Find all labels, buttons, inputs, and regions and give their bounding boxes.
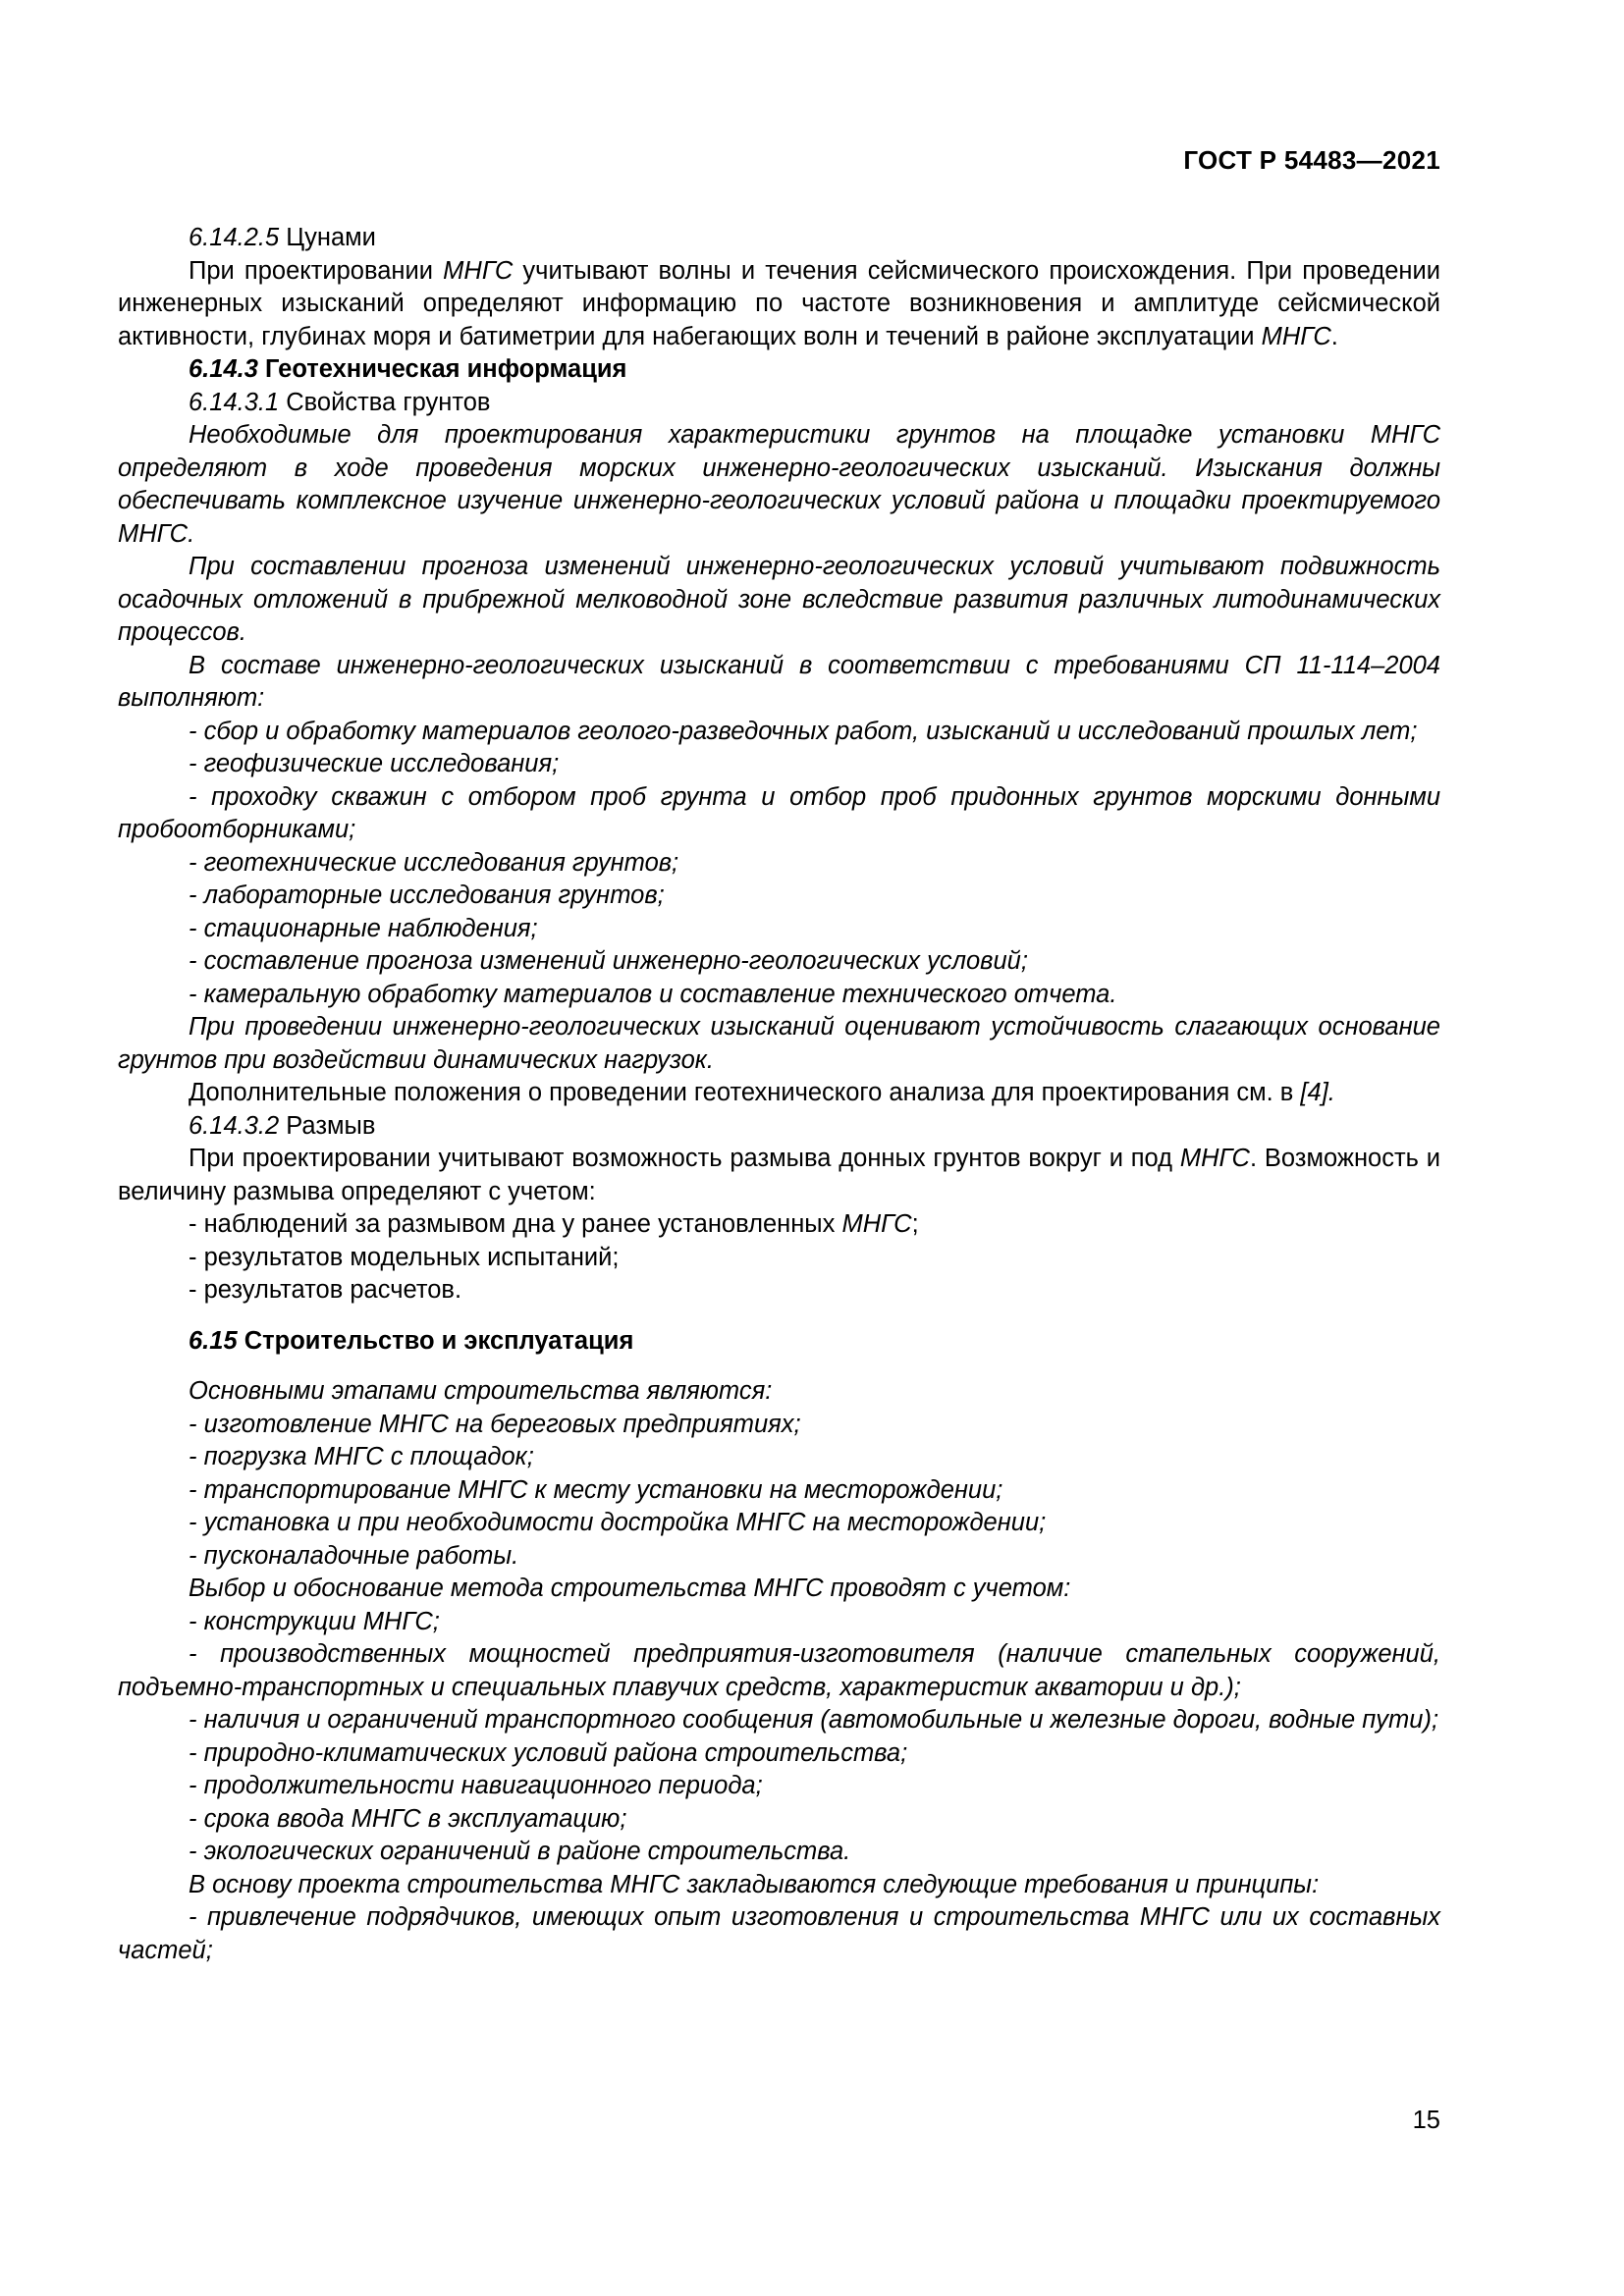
clause-number: 6.14.3 — [189, 355, 258, 383]
clause-title: Цунами — [279, 224, 376, 251]
list-item: - продолжительности навигационного периода; — [189, 1772, 763, 1799]
list-item: - составление прогноза изменений инженерно-геологических условий; — [189, 947, 1028, 975]
text-run: . Возможность и величину размыва определяют с учетом: — [118, 1145, 1440, 1205]
page-content — [118, 222, 1440, 1967]
text-run: При проектировании учитывают возможность размыва донных грунтов вокруг и под — [189, 1145, 1180, 1172]
list-item: - проходку скважин с отбором проб грунта и отбор проб придонных грунтов морскими донными пробоотборниками; — [118, 782, 1440, 843]
text-run: . — [1330, 322, 1338, 350]
text-run: - наблюдений за размывом дна у ранее установленных — [189, 1210, 842, 1238]
text-run-italic: МНГС — [841, 1210, 912, 1238]
clause-title: Размыв — [279, 1111, 376, 1140]
list-item: - производственных мощностей предприятия-изготовителя (наличие стапельных сооружений, подъемно-транспортных и специальных плавучих средств, характеристик акватории и др.); — [118, 1640, 1440, 1701]
list-item: - конструкции МНГС; — [189, 1607, 440, 1635]
list-item: - сбор и обработку материалов геолого-разведочных работ, изысканий и исследований прошлых лет; — [189, 717, 1418, 745]
list-item: - пусконаладочные работы. — [189, 1541, 519, 1570]
clause-number: 6.14.3.2 — [189, 1111, 280, 1140]
list-item: - привлечение подрядчиков, имеющих опыт изготовления и строительства МНГС или их составных частей; — [118, 1903, 1440, 1964]
clause-title: Свойства грунтов — [279, 388, 491, 416]
list-item: - геофизические исследования; — [189, 750, 560, 777]
construction-intro-3: В основу проекта строительства МНГС закладываются следующие требования и принципы: — [189, 1870, 1320, 1898]
list-item: - лабораторные исследования грунтов; — [189, 881, 665, 909]
text-run-italic: МНГС — [1179, 1145, 1250, 1172]
tsunami-paragraph — [118, 255, 1440, 354]
text-run-italic: МНГС — [443, 256, 514, 285]
subsection-heading-6-14-3-2 — [118, 1110, 1440, 1144]
clause-title: Строительство и эксплуатация — [237, 1326, 634, 1355]
clause-number: 6.14.2.5 — [189, 224, 280, 251]
list-item: - результатов модельных испытаний; — [189, 1243, 620, 1271]
list-item: - экологических ограничений в районе строительства. — [189, 1838, 851, 1865]
text-run: учитывают волны и течения сейсмического происхождения. При проведении инженерных изысканий определяют информацию по частоте возникновения и амплитуде сейсмической активности, глубинах моря и батиметрии для набегающих волн и течений в районе эксплуатации — [118, 256, 1440, 350]
subsection-heading-6-14-3-1 — [118, 387, 1440, 420]
soil-paragraph-3: В составе инженерно-геологических изысканий в соответствии с требованиями СП 11-114–2004 выполняют: — [118, 651, 1440, 712]
subsection-heading-6-14-3 — [118, 353, 1440, 387]
list-item: - природно-климатических условий района строительства; — [189, 1738, 908, 1767]
scour-paragraph — [118, 1143, 1440, 1208]
clause-number: 6.15 — [189, 1326, 238, 1355]
text-run: При проектировании — [189, 256, 444, 285]
reference-link: [4]. — [1300, 1079, 1335, 1106]
list-item: - наличия и ограничений транспортного сообщения (автомобильные и железные дороги, водные пути); — [189, 1706, 1439, 1734]
soil-paragraph-4: При проведении инженерно-геологических изысканий оценивают устойчивость слагающих основание грунтов при воздействии динамических нагрузок. — [118, 1013, 1440, 1074]
soil-paragraph-2: При составлении прогноза изменений инженерно-геологических условий учитывают подвижность осадочных отложений в прибрежной мелководной зоне вследствие развития различных литодинамических процессов. — [118, 553, 1440, 646]
document-header: ГОСТ Р 54483—2021 — [1183, 145, 1440, 175]
text-run-italic: МНГС — [1261, 322, 1331, 350]
text-run: ; — [911, 1210, 919, 1238]
subsection-heading-6-14-2-5 — [118, 222, 1440, 255]
list-item: - изготовление МНГС на береговых предприятиях; — [189, 1410, 801, 1438]
soil-paragraph-1: Необходимые для проектирования характеристики грунтов на площадке установки МНГС определяют в ходе проведения морских инженерно-геологических изысканий. Изыскания должны обеспечивать комплексное изучение инженерно-геологических условий района и площадки проектируемого МНГС. — [118, 421, 1440, 548]
page-number: 15 — [1412, 2107, 1440, 2134]
text-run: Дополнительные положения о проведении геотехнического анализа для проектирования см. в — [189, 1079, 1301, 1106]
list-item: - результатов расчетов. — [189, 1276, 462, 1304]
list-item: - погрузка МНГС с площадок; — [189, 1443, 534, 1470]
clause-number: 6.14.3.1 — [189, 388, 280, 416]
list-item — [118, 1208, 1440, 1242]
section-heading-6-15 — [118, 1325, 1440, 1359]
clause-title: Геотехническая информация — [257, 355, 627, 383]
list-item: - транспортирование МНГС к месту установки на месторождении; — [189, 1475, 1003, 1504]
list-item: - камеральную обработку материалов и составление технического отчета. — [189, 980, 1117, 1008]
list-item: - геотехнические исследования грунтов; — [189, 848, 679, 877]
list-item: - установка и при необходимости достройка МНГС на месторождении; — [189, 1509, 1047, 1536]
construction-intro-1: Основными этапами строительства являются: — [189, 1377, 773, 1405]
list-item: - срока ввода МНГС в эксплуатацию; — [189, 1804, 627, 1833]
soil-paragraph-5 — [118, 1077, 1440, 1110]
construction-intro-2: Выбор и обоснование метода строительства МНГС проводят с учетом: — [189, 1575, 1071, 1602]
list-item: - стационарные наблюдения; — [189, 914, 538, 942]
